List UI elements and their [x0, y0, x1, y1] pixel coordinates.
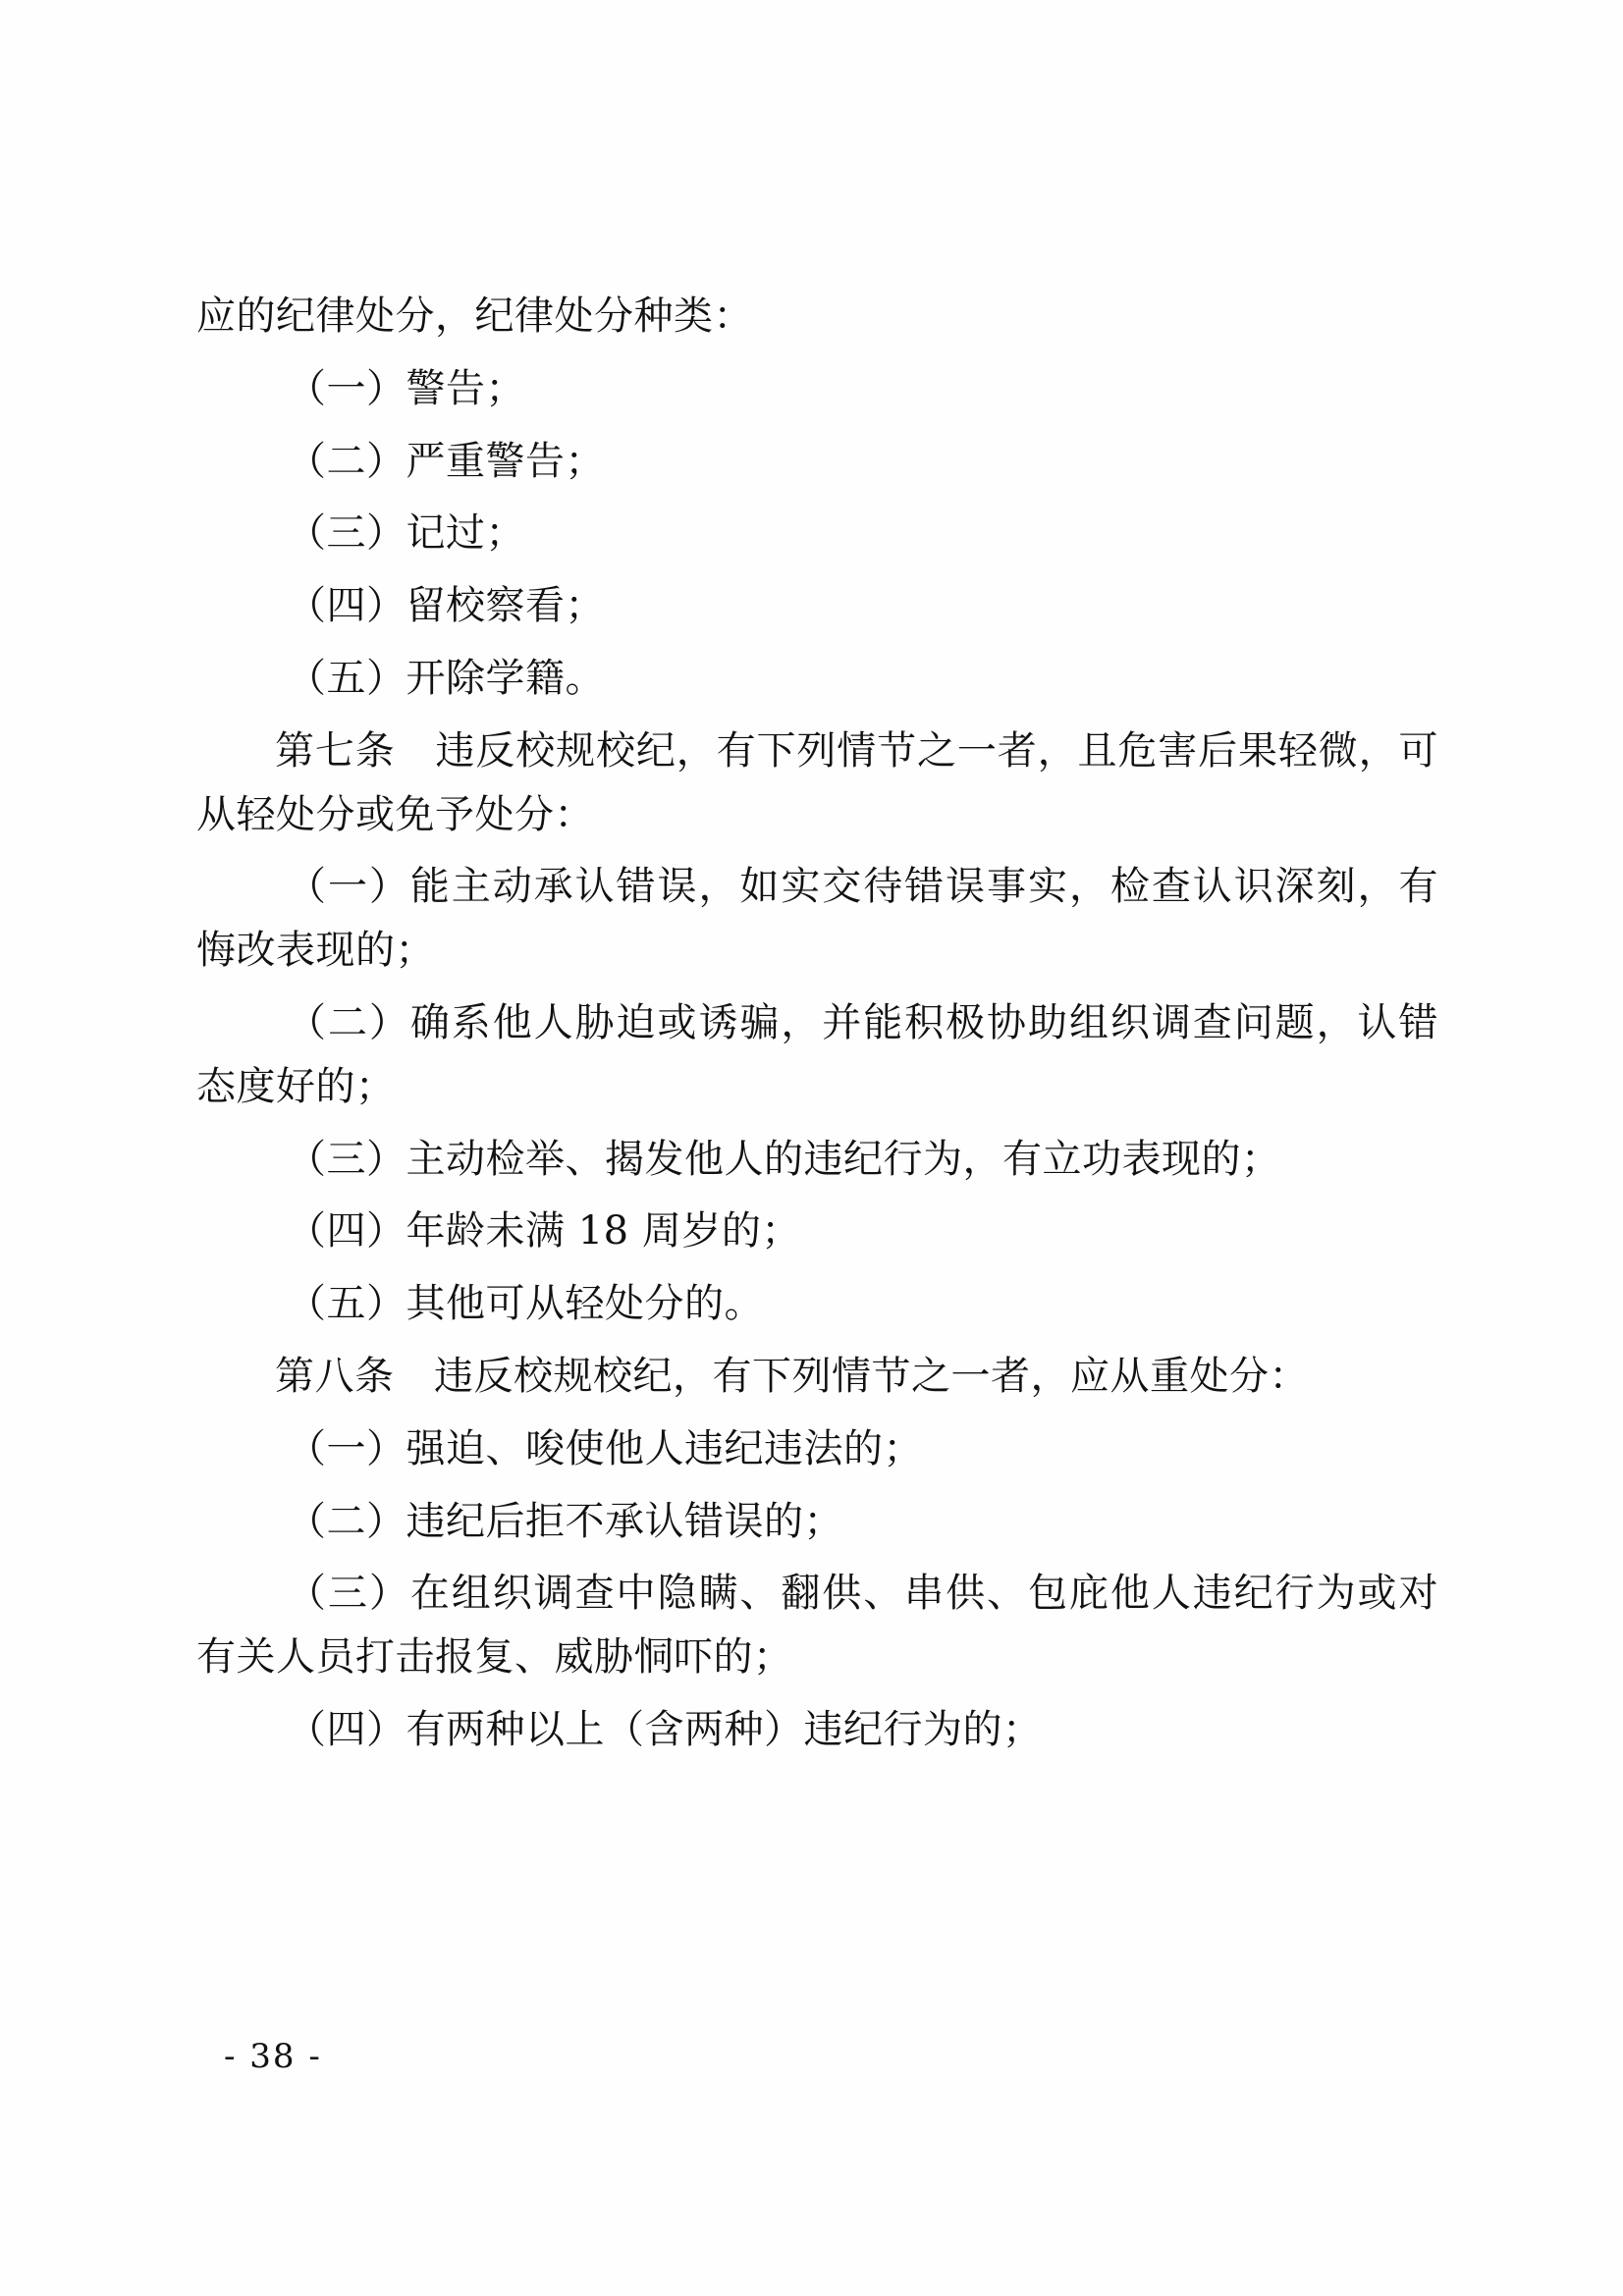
list-item: （一）能主动承认错误，如实交待错误事实，检查认识深刻，有悔改表现的； — [196, 864, 1438, 974]
page-number: - 38 - — [224, 2037, 322, 2076]
list-item: （一）警告； — [287, 365, 525, 411]
list-item: （二）严重警告； — [287, 438, 605, 484]
article-paragraph: 第八条 违反校规校纪，有下列情节之一者，应从重处分： — [275, 1353, 1309, 1399]
document-body — [196, 285, 1438, 1771]
list-item: （三）记过； — [287, 510, 525, 557]
list-item: （三）在组织调查中隐瞒、翻供、串供、包庇他人违纪行为或对有关人员打击报复、威胁恫吓的； — [196, 1571, 1438, 1681]
article-paragraph: 第七条 违反校规校纪，有下列情节之一者，且危害后果轻微，可从轻处分或免予处分： — [196, 727, 1438, 837]
list-item: （二）违纪后拒不承认错误的； — [287, 1498, 843, 1544]
list-item: （三）主动检举、揭发他人的违纪行为，有立功表现的； — [287, 1136, 1281, 1182]
list-item: （四）年龄未满 18 周岁的； — [287, 1208, 801, 1255]
list-item: （一）强迫、唆使他人违纪违法的； — [287, 1425, 923, 1471]
paragraph: 应的纪律处分，纪律处分种类： — [196, 294, 753, 339]
list-item: （四）留校察看； — [287, 583, 605, 629]
list-item: （五）其他可从轻处分的。 — [287, 1281, 764, 1327]
list-item: （五）开除学籍。 — [287, 655, 605, 701]
list-item: （四）有两种以上（含两种）违纪行为的； — [287, 1706, 1043, 1752]
list-item: （二）确系他人胁迫或诱骗，并能积极协助组织调查问题，认错态度好的； — [196, 999, 1438, 1109]
